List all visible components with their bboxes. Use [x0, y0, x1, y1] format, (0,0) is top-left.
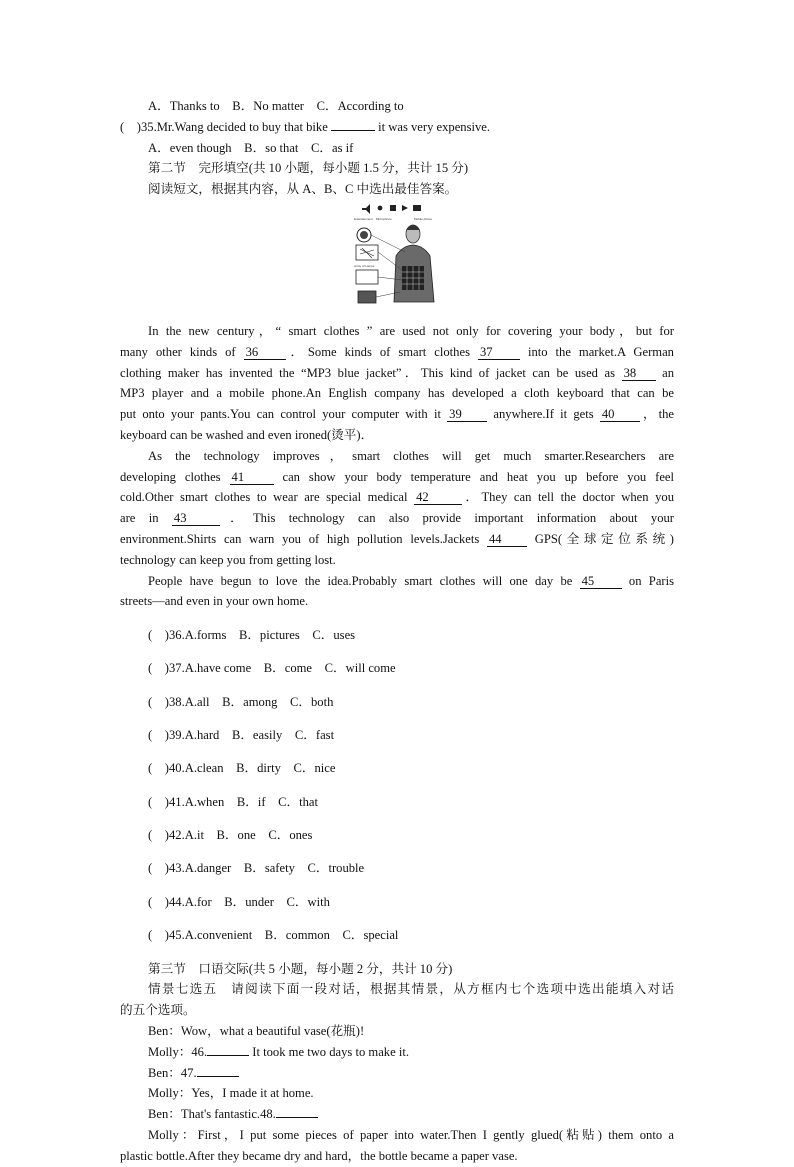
microphone-icon [378, 206, 383, 211]
option-row-39[interactable]: ( )39.A.hard B．easily C．fast [148, 727, 335, 742]
gps-callout [358, 291, 376, 303]
dialogue-line: Ben：Wow，what a beautiful vase(花瓶)! [148, 1024, 365, 1039]
option-row-44[interactable]: ( )44.A.for B．under C．with [148, 894, 330, 909]
label-lamps: Array of Lamps [354, 263, 375, 268]
passage-line: developing clothes 41 can show your body temperature and heat you up before you feel [120, 469, 674, 484]
dialogue-heading: 第三节 口语交际(共 5 小题，每小题 2 分，共计 10 分) [148, 961, 453, 976]
option-row-45[interactable]: ( )45.A.convenient B．common C．special [148, 928, 399, 943]
passage-line: MP3 player and a mobile phone.An English company has developed a cloth keyboard that can be [120, 386, 674, 401]
passage-line: technology can keep you from getting lost. [120, 552, 336, 567]
dialogue-line: Molly：First，I put some pieces of paper into water.Then I gently glued(粘贴) them onto a [148, 1128, 674, 1143]
keyboard-small-icon [413, 205, 421, 211]
label-mobile-phone: Mobile phone [414, 216, 433, 221]
dialogue-line: plastic bottle.After they became dry and hard，the bottle became a paper vase. [120, 1148, 518, 1163]
dialogue-line: Ben：47. [120, 1063, 674, 1084]
option-row-43[interactable]: ( )43.A.danger B．safety C．trouble [148, 861, 365, 876]
passage-line: put onto your pants.You can control your computer with it 39 anywhere.If it gets 40 ，the [120, 407, 674, 422]
dialogue-line: Ben：That's fantastic.48. [120, 1104, 674, 1125]
option-row-40[interactable]: ( )40.A.clean B．dirty C．nice [148, 761, 336, 776]
blank-44[interactable]: 44 [487, 533, 527, 547]
blank-38[interactable]: 38 [622, 367, 656, 381]
blank-39[interactable]: 39 [447, 408, 487, 422]
option-row-42[interactable]: ( )42.A.it B．one C．ones [148, 828, 313, 843]
blank-43[interactable]: 43 [172, 512, 220, 526]
passage-line: are in 43 ．This technology can also provide important information about your [120, 511, 674, 526]
passage-line: streets—and even in your own home. [120, 594, 309, 609]
passage-line: clothing maker has invented the “MP3 blue jacket”．This kind of jacket can be used as 38 an [120, 365, 674, 380]
blank-42[interactable]: 42 [414, 491, 462, 505]
answer-blank-48[interactable] [276, 1105, 318, 1118]
passage-line: As the technology improves，smart clothes will get much smarter.Researchers are [148, 448, 674, 463]
passage-line: cold.Other smart clothes to wear are special medical 42 ．They can tell the doctor when you [120, 490, 674, 505]
answer-blank[interactable] [331, 118, 375, 131]
dialogue-instruction: 情景七选五 请阅读下面一段对话，根据其情景，从方框内七个选项中选出能填入对话 [148, 982, 674, 997]
blank-41[interactable]: 41 [230, 471, 274, 485]
answer-blank-46[interactable] [207, 1043, 249, 1056]
blank-40[interactable]: 40 [600, 408, 640, 422]
worksheet-page [120, 96, 674, 1167]
passage-line: keyboard can be washed and even ironed(烫平)． [120, 427, 374, 442]
blank-37[interactable]: 37 [478, 346, 520, 360]
passage-line: environment.Shirts can warn you of high pollution levels.Jackets 44 GPS(全球定位系统) [120, 531, 674, 546]
dialogue-line: Molly：Yes，I made it at home. [148, 1086, 314, 1101]
q34-options: A．Thanks to B．No matter C．According to [148, 99, 404, 113]
option-row-36[interactable]: ( )36.A.forms B．pictures C．uses [148, 627, 356, 642]
q35-question: ( )35.Mr.Wang decided to buy that bike it was very expensive. [120, 119, 491, 134]
option-row-38[interactable]: ( )38.A.all B．among C．both [148, 694, 334, 709]
label-microphone: Microphone [376, 216, 392, 221]
passage-line: People have begun to love the idea.Probably smart clothes will one day be 45 on Paris [148, 573, 674, 588]
mobile-phone-icon [390, 205, 396, 211]
lamps-callout [356, 270, 378, 284]
label-entertainment: Entertainment [354, 216, 373, 221]
figure-container [120, 200, 674, 320]
cloze-heading: 第二节 完形填空(共 10 小题，每小题 1.5 分，共计 15 分) [148, 161, 469, 176]
blank-45[interactable]: 45 [580, 575, 622, 589]
passage-line: In the new century，“ smart clothes ” are used not only for covering your body，but for [148, 323, 674, 338]
smart-jacket-illustration [350, 202, 446, 312]
option-row-37[interactable]: ( )37.A.have come B．come C．will come [148, 661, 396, 676]
dialogue-line: Molly：46. It took me two days to make it. [148, 1044, 409, 1059]
dialogue-instruction: 的五个选项。 [120, 1003, 196, 1018]
cloze-instruction: 阅读短文，根据其内容，从 A、B、C 中选出最佳答案。 [148, 182, 458, 197]
option-row-41[interactable]: ( )41.A.when B．if C．that [148, 794, 318, 809]
answer-blank-47[interactable] [197, 1064, 239, 1077]
blank-36[interactable]: 36 [244, 346, 286, 360]
passage-line: many other kinds of 36 ．Some kinds of smart clothes 37 into the market.A German [120, 344, 674, 359]
q35-options: A．even though B．so that C．as if [148, 140, 354, 155]
